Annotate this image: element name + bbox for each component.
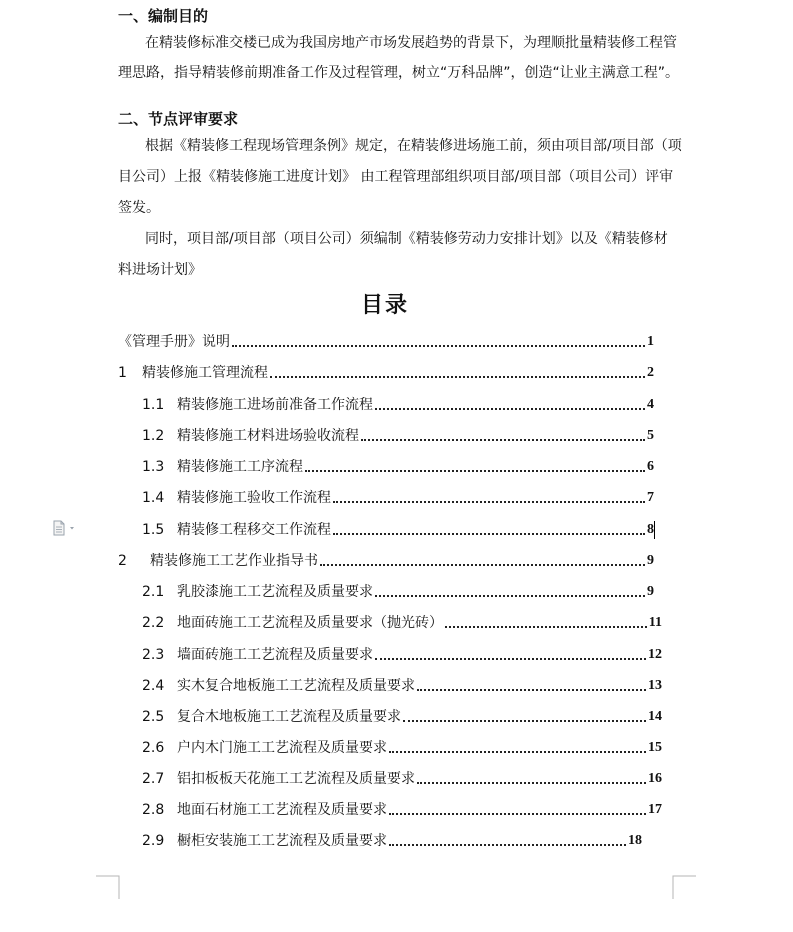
toc-entry[interactable] [142, 831, 642, 851]
toc-entry-number: 2.4 [142, 678, 165, 694]
text-cursor [654, 521, 655, 539]
toc-page-number: 1 [647, 334, 654, 349]
toc-entry-number: 2.5 [142, 709, 165, 725]
section-heading-review: 二、节点评审要求 [118, 110, 239, 128]
toc-leader [270, 376, 645, 378]
toc-title: 目录 [360, 293, 409, 318]
toc-leader [333, 501, 645, 503]
toc-page-number: 5 [647, 428, 654, 443]
toc-page-number: 8 [647, 522, 654, 537]
toc-leader [417, 782, 646, 784]
toc-leader [417, 689, 646, 691]
toc-entry-number: 1.5 [142, 522, 165, 538]
toc-leader [375, 658, 646, 660]
toc-entry-number: 1.4 [142, 490, 165, 506]
toc-entry-number: 2.6 [142, 740, 165, 756]
toc-page-number: 4 [647, 397, 654, 412]
toc-entry-text: 精装修工程移交工作流程 [177, 522, 331, 538]
toc-page-number: 7 [647, 490, 654, 505]
toc-entry-number: 1.3 [142, 459, 165, 475]
toc-entry-text: 精装修施工管理流程 [142, 365, 268, 381]
paragraph-line: 签发。 [118, 200, 160, 216]
toc-entry-text: 《管理手册》说明 [118, 334, 230, 350]
toc-entry-text: 实木复合地板施工工艺流程及质量要求 [177, 678, 415, 694]
toc-entry[interactable] [142, 769, 662, 789]
toc-page-number: 12 [648, 647, 662, 662]
toc-entry-text: 铝扣板板天花施工工艺流程及质量要求 [177, 771, 415, 787]
toc-page-number: 9 [647, 584, 654, 599]
toc-entry[interactable] [142, 520, 654, 540]
toc-leader [333, 533, 645, 535]
paragraph-line: 理思路，指导精装修前期准备工作及过程管理，树立“万科品牌”，创造“让业主满意工程”。 [118, 65, 680, 81]
toc-page-number: 18 [628, 833, 642, 848]
toc-entry-number: 2.8 [142, 802, 165, 818]
page-corner-mark [672, 875, 696, 899]
toc-entry[interactable] [142, 800, 662, 820]
toc-entry-text: 户内木门施工工艺流程及质量要求 [177, 740, 387, 756]
toc-entry-number: 1.1 [142, 397, 165, 413]
toc-entry[interactable] [142, 707, 662, 727]
toc-entry-number: 2 [118, 553, 127, 569]
paragraph-line: 根据《精装修工程现场管理条例》规定，在精装修进场施工前，须由项目部/项目部（项 [145, 138, 682, 154]
toc-entry-number: 2.9 [142, 833, 165, 849]
toc-entry-number: 2.1 [142, 584, 165, 600]
toc-entry-text: 精装修施工材料进场验收流程 [177, 428, 359, 444]
toc-entry[interactable] [142, 395, 654, 415]
section-heading-purpose: 一、编制目的 [118, 7, 209, 25]
toc-entry[interactable] [142, 488, 654, 508]
toc-page-number: 16 [648, 771, 662, 786]
toc-entry-text: 地面砖施工工艺流程及质量要求（抛光砖） [177, 615, 443, 631]
toc-page-number: 15 [648, 740, 662, 755]
paragraph-line: 料进场计划》 [118, 262, 202, 278]
toc-entry[interactable] [142, 426, 654, 446]
toc-entry-text: 乳胶漆施工工艺流程及质量要求 [177, 584, 373, 600]
paragraph-line: 同时，项目部/项目部（项目公司）须编制《精装修劳动力安排计划》以及《精装修材 [145, 231, 668, 247]
toc-entry[interactable] [142, 613, 662, 633]
toc-entry-text: 精装修施工验收工作流程 [177, 490, 331, 506]
toc-leader [320, 564, 645, 566]
toc-entry[interactable] [142, 457, 654, 477]
toc-page-number: 2 [647, 365, 654, 380]
toc-leader [375, 595, 645, 597]
toc-entry-text: 复合木地板施工工艺流程及质量要求 [177, 709, 401, 725]
page-corner-mark [96, 875, 120, 899]
toc-page-number: 6 [647, 459, 654, 474]
toc-leader [361, 439, 645, 441]
toc-entry-text: 地面石材施工工艺流程及质量要求 [177, 802, 387, 818]
toc-leader [305, 470, 645, 472]
paragraph-line: 目公司）上报《精装修施工进度计划》 由工程管理部组织项目部/项目部（项目公司）评审 [118, 169, 674, 185]
toc-leader [389, 751, 646, 753]
toc-page-number: 13 [648, 678, 662, 693]
toc-leader [232, 345, 645, 347]
toc-entry-text: 精装修施工工艺作业指导书 [150, 553, 318, 569]
toc-leader [389, 813, 646, 815]
toc-entry[interactable] [118, 332, 654, 352]
paragraph-line: 在精装修标准交楼已成为我国房地产市场发展趋势的背景下，为理顺批量精装修工程管 [145, 35, 677, 51]
toc-entry-number: 1.2 [142, 428, 165, 444]
toc-entry-number: 1 [118, 365, 127, 381]
toc-leader [389, 844, 626, 846]
toc-leader [403, 720, 646, 722]
toc-leader [375, 408, 645, 410]
toc-entry[interactable] [118, 363, 654, 383]
toc-page-number: 9 [647, 553, 654, 568]
toc-page-number: 11 [648, 615, 662, 630]
toc-page-number: 17 [648, 802, 662, 817]
toc-leader [445, 626, 647, 628]
toc-entry-number: 2.3 [142, 647, 165, 663]
toc-entry[interactable] [142, 645, 662, 665]
toc-page-number: 14 [648, 709, 662, 724]
toc-entry-text: 橱柜安装施工工艺流程及质量要求 [177, 833, 387, 849]
toc-entry-text: 精装修施工工序流程 [177, 459, 303, 475]
toc-entry[interactable] [142, 676, 662, 696]
toc-entry[interactable] [142, 582, 654, 602]
toc-entry-text: 精装修施工进场前准备工作流程 [177, 397, 373, 413]
toc-entry[interactable] [118, 551, 654, 571]
toc-entry-text: 墙面砖施工工艺流程及质量要求 [177, 647, 373, 663]
toc-entry[interactable] [142, 738, 662, 758]
document-dropdown-icon[interactable] [53, 520, 77, 536]
toc-entry-number: 2.2 [142, 615, 165, 631]
toc-entry-number: 2.7 [142, 771, 165, 787]
